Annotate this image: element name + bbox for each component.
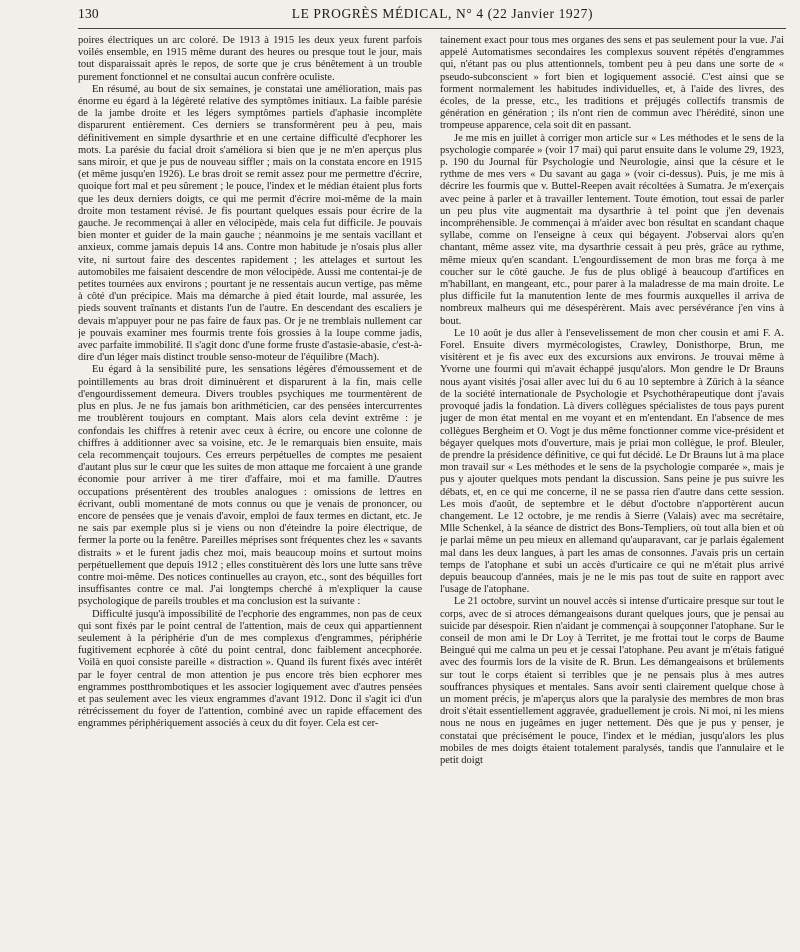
- paragraph: tainement exact pour tous mes organes des sens et pas seulement pour la vue. J'ai appelé Automatismes secondaires les complexus souvent répétés d'engrammes qui, n'étant pas ou plus attentionnels, tombent peu à peu dans une sorte de « pseudo-subconscient » fort bien et logiquement associé. C'est ainsi que se forment normalement les habitudes individuelles, et, à l'aide des livres, des écoles, de la presse, etc., les traditions et préjugés collectifs transmis de génération en génération ; ils n'ont rien de commun avec l'hérédité, sinon une trompeuse apparence, cela soit dit en passant.: [440, 35, 784, 132]
- paragraph: Eu égard à la sensibilité pure, les sensations légères d'émoussement et de pointillements au bras droit diminuèrent et disparurent à la fin, mais celle d'engourdissement demeura. Divers troubles psychiques me tourmentèrent de plus en plus. Je ne fus jamais bon arithméticien, car des pensées intercurrentes me troublèrent toujours en comptant. Mais alors cela devint extrême : je confondais les chiffres à retenir avec ceux à écrire, ou encore une colonne de chiffres à additionner avec sa voisine, etc. Je le remarquais bien ensuite, mais cela recommençait toujours. Ces erreurs perpétuelles de comptes me pesaient d'autant plus sur le cœur que les suites de mon attaque me forcaient à une grande économie pour arriver à me tirer d'affaire, moi et ma famille. D'autres occupations présentèrent des troubles analogues : omissions de lettres en écrivant, oubli momentané de mots connus ou que je venais de prononcer, ou encore de pensées que je venais d'avoir, emploi de faux termes en dictant, etc. Je ne sais par exemple plus si je viens ou non d'éteindre la poire électrique, de fermer la porte ou la fenêtre. Pareilles méprises sont fréquentes chez les « savants distraits » et le furent jadis chez moi, mais beaucoup moins et surtout moins perpétuellement que depuis 1912 ; elles constituèrent dès lors une lutte sans trêve contre moi-même. Des notices continuelles au crayon, etc., sont des béquilles fort insuffisantes contre ce mal. J'ai longtemps cherché à m'expliquer la cause psychologique de pareils troubles et ma conclusion est la suivante :: [78, 364, 422, 608]
- page-number: 130: [78, 6, 99, 21]
- paragraph: poires électriques un arc coloré. De 1913 à 1915 les deux yeux furent parfois voilés ensemble, en 1915 même durant des heures ou presque tout le jour, mais tout disparaissait après le repos, de sorte que je crus bénêtement à un trouble purement fonctionnel et ne consultai aucun confrère oculiste.: [78, 35, 422, 83]
- paragraph: Difficulté jusqu'à impossibilité de l'ecphorie des engrammes, non pas de ceux qui sont fixés par le point central de l'attention, mais de ceux qui appartiennent seulement à la périphérie d'un de mes complexus d'engrammes, périphérie fugitivement ecphorée à côté du point central, donc faiblement ancecphorée. Voilà en quoi consiste pareille « distraction ». Quand ils furent fixés avec intérêt par le foyer central de mon attention je pus encore très bien ecphorer mes engrammes postthrombotiques et les associer logiquement avec d'autres pensées et pas seulement avec les vieux engrammes d'avant 1912. Donc il s'agit ici d'un rétrécissement du foyer de l'attention, combiné avec un rapide effacement des engrammes périphériquement associés à ceux du dit foyer. Cela est cer-: [78, 608, 422, 730]
- running-header: [78, 6, 786, 26]
- journal-title: LE PROGRÈS MÉDICAL, N° 4 (22 Janvier 1927): [291, 6, 594, 21]
- paragraph: Le 21 octobre, survint un nouvel accès si intense d'urticaire presque sur tout le corps, avec de si atroces démangeaisons durant quelques jours, que je pensai au suicide par désespoir. Rien n'aidant je commençai à soupçonner l'atophane. Sur le conseil de mon ami le Dr Loy à Territet, je me frottai tout le corps de Baume Beingué qui me calma un peu et je cessai l'atophane. Peu avant je m'étais fatigué avec des fourmis lors de la visite de R. Brun. Les démangeaisons et brûlements sur tout le corps étaient si terribles que je ne pensais plus à mes autres souffrances physiques et mentales. Sans avoir senti clairement quelque chose à un moment précis, je m'aperçus alors que la paralysie des membres de mon bras droit s'était essentiellement aggravée, graduellement je crois. Ni moi, ni les miens nous ne nous en jugeâmes en juger nettement. Dès que je pus y penser, je constatai que précisément le pouce, l'index et le médian, jusqu'alors les plus mobiles de mes doigts étaient totalement paralysés, tandis que l'annulaire et le petit doigt: [440, 596, 784, 766]
- text-column-left: [78, 35, 422, 947]
- text-column-right: [440, 35, 784, 947]
- header-rule: [78, 28, 786, 29]
- paragraph: En résumé, au bout de six semaines, je constatai une amélioration, mais pas énorme eu égard à la légèreté relative des symptômes initiaux. La faible parésie de la jambe droite et les légers symptômes partiels d'aphasie incomplète disparurent entièrement. Ces derniers se transformèrent peu à peu, mais définitivement en simple dysarthrie et en une certaine difficulté d'ecphorer les mots. La parésie du facial droit s'améliora si bien que je ne m'en aperçus plus sans miroir, et que je pus de nouveau siffler ; mais on la constata encore en 1915 (et même jusqu'en 1926). Le bras droit se remit assez pour me permettre d'écrire, quoique fort mal et peu sûrement ; le pouce, l'index et le médian étaient plus forts que les deux derniers doigts, ce qui me permit d'écrire moi-même de la main droite mon testament révisé. Je fis pourtant quelques essais pour écrire de la gauche. Je recommençai à aller en vélocipède, mais cela fut difficile. Je pouvais bien monter et guider de la main gauche ; néanmoins je me sentais vacillant et anxieux, comme jamais depuis 14 ans. Contre mon habitude je n'osais plus aller vite, ni surtout faire des descentes rapidement ; les attelages et surtout les automobiles me faisaient descendre de mon vélocipède. Aussi me contentai-je de petites tournées aux environs ; pourtant je ne ressentais aucun vertige, pas même à côté d'un précipice. Mais ma démarche à pied était lourde, mal assurée, les pieds souvent traînants et distants l'un de l'autre. En descendant des escaliers je devais m'appuyer pour ne pas faire de faux pas. Or je ne tremblais nullement car je pouvais examiner mes fourmis trente fois grossies à la loupe comme jadis, avec parfaite immobilité. Il s'agit donc d'une forme fruste d'astasie-abasie, c'est-à-dire d'un léger mais distinct trouble senso-moteur de l'équilibre (Mach).: [78, 83, 422, 364]
- paragraph: Le 10 août je dus aller à l'ensevelissement de mon cher cousin et ami F. A. Forel. Ensuite divers myrmécologistes, Crawley, Donisthorpe, Brun, me visitèrent et je fis avec eux des excursions aux environs. Je trouvai même à Yvorne une fourmi qui m'avait échappé jusqu'alors. Mon gendre le Dr Brauns nous ayant visités j'osai aller avec lui du 6 au 10 septembre à Zürich à la séance de la société internationale de Psychologie et Psychothérapeutique dont j'avais provoqué jadis la fondation. Là divers collègues spécialistes de tous pays purent juger de mon état mental en me voyant et en m'entendant. En l'absence de mes collègues Bergheim et O. Vogt je dus même fonctionner comme vice-président et bégayer quelques mots d'ouverture, mais je priai mon collègue, le prof. Bleuler, de prendre la présidence définitive, ce qui fut décidé. Le Dr Brauns lut à ma place mon travail sur « Les méthodes et le sens de la psychologie comparée », mais je pus y ajouter quelques mots pendant la discussion. Sans peine je pus suivre les débats, et, en ce qui me concerne, il ne se passa rien d'autre dans cette session. Les mois d'août, de septembre et le début d'octobre n'apportèrent aucun changement. Le 12 octobre, je me rendis à Sierre (Valais) avec ma secrétaire, Mlle Schenkel, à la séance de district des Bons-Templiers, où tout alla bien et où je parlai même un peu mieux en allemand qu'auparavant, car je parlais également mal dans les deux langues, à part les amas de consonnes. J'avais pris un certain temps de l'atophane et subi un accès d'urticaire ce qui ne m'était plus arrivé depuis beaucoup d'années, mais je ne le mis pas tout de suite en rapport avec l'usage de l'atophane.: [440, 327, 784, 596]
- paragraph: Je me mis en juillet à corriger mon article sur « Les méthodes et le sens de la psychologie comparée » (voir 17 mai) qui parut ensuite dans le volume 29, 1923, p. 190 du Journal für Psychologie und Neurologie, ainsi que la césure et le rythme de mes vers « Du savant au gaga » (voir ci-dessus). Puis, je me mis à décrire les fourmis que v. Buttel-Reepen avait récoltées à Sumatra. Je m'exerçais avec peine à parler et à travailler lentement. Toute émotion, tout essai de parler un peu plus vite augmentait ma dysarthrie à tel point que j'en devenais incompréhensible. Je commençai à m'aider avec bon résultat en scandant chaque syllabe, comme on l'enseigne à ceux qui bégayent. J'observai alors qu'en chantant, même assez vite, ma dysarthrie cessait à peu près, grâce au rythme, même mieux qu'en scandant. L'engourdissement de mon bras me força à me coucher sur le côté gauche. Je fus de plus obligé à beaucoup d'artifices en m'habillant, en mangeant, etc., pour parer à la maladresse de ma main droite. Le plus difficile fut la manutention lente de mes fourmis auxquelles il arriva de nombreux malheurs qui me désespérèrent. Mais avec persévérance j'en vins à bout.: [440, 132, 784, 327]
